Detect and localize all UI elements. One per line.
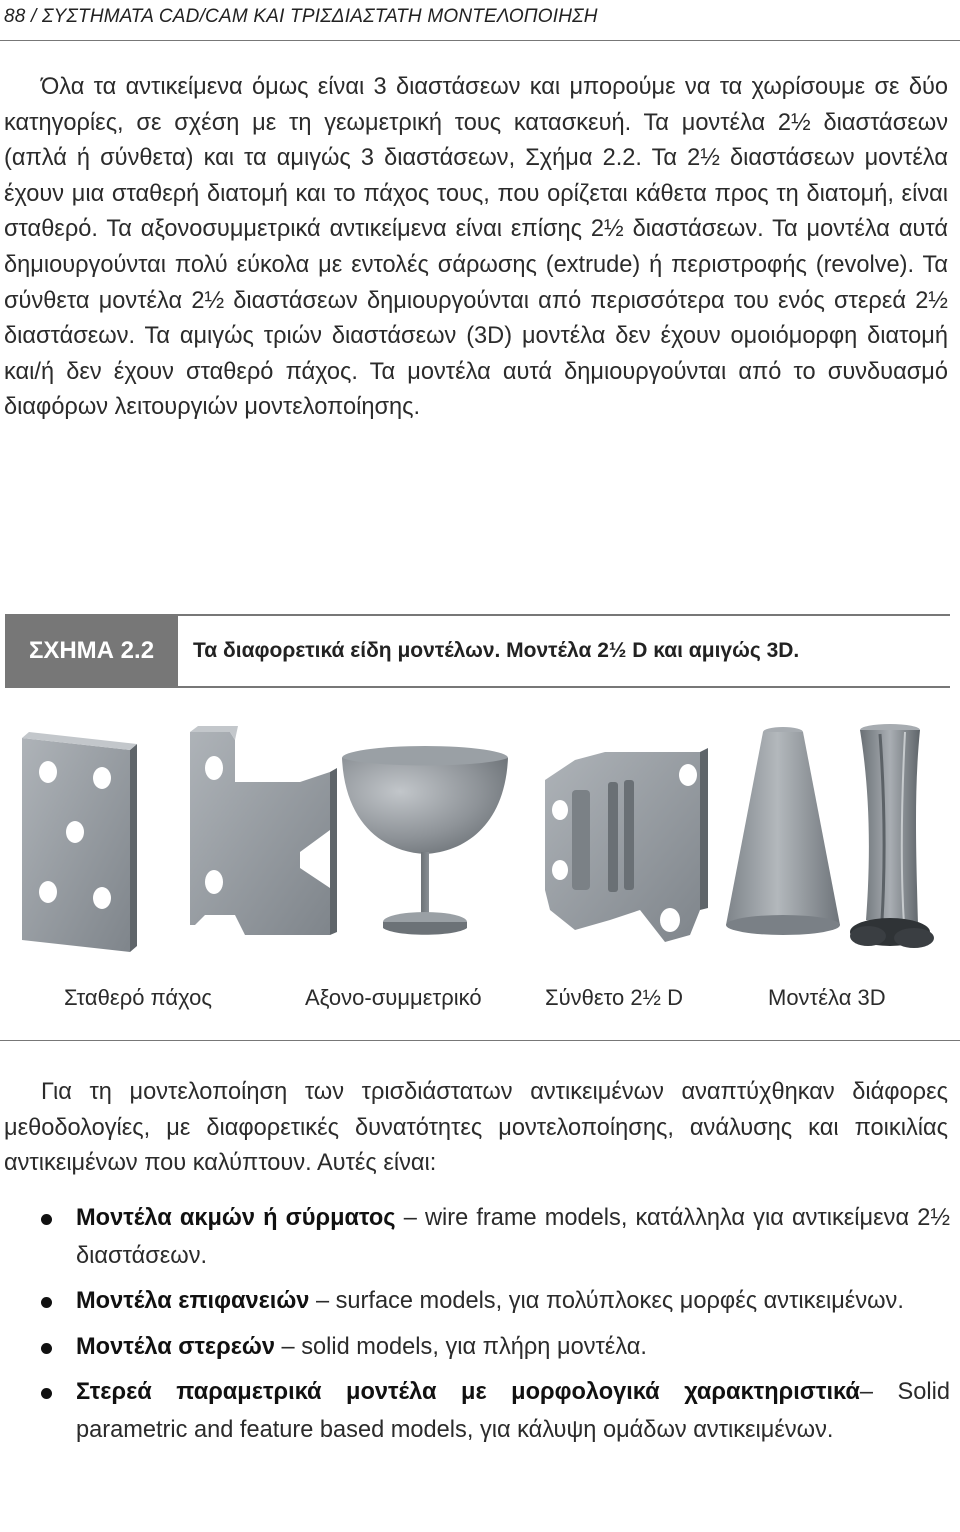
list-item-description: – surface models, για πολύπλοκες μορφές αντικειμένων. (309, 1288, 904, 1314)
bullet-icon (41, 1297, 52, 1308)
list-item-term: Μοντέλα επιφανειών (76, 1288, 310, 1314)
intro-paragraph-text: Όλα τα αντικείμενα όμως είναι 3 διαστάσεων και μπορούμε να τα χωρίσουμε σε δύο κατηγορίες, σε σχέση με τη γεωμετρική τους κατασκευή. Τα μοντέλα 2½ διαστάσεων (απλά ή σύνθετα) και τα αμιγώς 3 διαστάσεων, Σχήμα 2.2. Τα 2½ διαστάσεων μοντέλα έχουν μια σταθερή διατομή και το πάχος τους, που ορίζεται κάθετα προς τη διατομή, είναι σταθερό. Τα αξονοσυμμετρικά αντικείμενα είναι επίσης 2½ διαστάσεων. Τα μοντέλα αυτά δημιουργούνται πολύ εύκολα με εντολές σάρωσης (extrude) ή περιστροφής (revolve). Τα σύνθετα μοντέλα 2½ διαστάσεων δημιουργούνται από περισσότερα του ενός στερεά 2½ διαστάσεων. Τα αμιγώς τριών διαστάσεων (3D) μοντέλα δεν έχουν ομοιόμορφη διατομή και/ή δεν έχουν σταθερό πάχος. Τα μοντέλα αυτά δημιουργούνται από το συνδυασμό διαφόρων λειτουργιών μοντελοποίησης. (4, 74, 948, 421)
plate-model-icon (22, 732, 137, 952)
bullet-icon (41, 1214, 52, 1225)
cone-model-icon (726, 727, 840, 935)
figure-item-captions (0, 985, 960, 1015)
list-item (0, 1329, 950, 1367)
caption-composite: Σύνθετο 2½ D (545, 985, 683, 1010)
second-paragraph (4, 1075, 948, 1182)
list-item-description: – Solid parametric and feature based models, για κάλυψη ομάδων αντικειμένων. (76, 1379, 950, 1443)
running-header: 88 / ΣΥΣΤΗΜΑΤΑ CAD/CAM ΚΑΙ ΤΡΙΣΔΙΑΣΤΑΤΗ ΜΟΝΤΕΛΟΠΟΙΗΣΗ (4, 6, 598, 27)
figure-caption-frame (178, 614, 950, 688)
second-paragraph-text: Για τη μοντελοποίηση των τρισδιάστατων αντικειμένων αναπτύχθηκαν διάφορες μεθοδολογίες, με διαφορετικές δυνατότητες μοντελοποίησης, ανάλυσης και ποικιλίας αντικειμένων που καλύπτουν. Αυτές είναι: (4, 1079, 948, 1177)
list-item-term: Μοντέλα στερεών (76, 1333, 275, 1360)
bullet-icon (41, 1388, 52, 1399)
goblet-model-icon (342, 746, 508, 935)
caption-constant-thickness: Σταθερό πάχος (64, 985, 212, 1010)
header-rule (0, 40, 960, 41)
list-item (0, 1200, 950, 1275)
twisted-model-icon (850, 724, 934, 948)
list-item (0, 1374, 950, 1449)
figure-models (0, 720, 960, 960)
figure-caption: Τα διαφορετικά είδη μοντέλων. Μοντέλα 2½ D και αμιγώς 3D. (193, 639, 800, 662)
caption-axisymmetric: Αξονο-συμμετρικό (305, 985, 482, 1010)
figure-bottom-rule (0, 1040, 960, 1041)
figure-caption-bar (5, 614, 950, 688)
list-item (0, 1283, 950, 1321)
composite-model-icon (545, 748, 708, 942)
bullet-icon (41, 1343, 52, 1354)
list-item-description: – solid models, για πλήρη μοντέλα. (274, 1333, 647, 1360)
caption-3d-models: Μοντέλα 3D (768, 985, 886, 1010)
list-item-description: – wire frame models, κατάλληλα για αντικείμενα 2½ διαστάσεων. (76, 1205, 951, 1269)
figure-label: ΣΧΗΜΑ 2.2 (5, 614, 178, 688)
intro-paragraph (4, 70, 948, 426)
figure-illustration (0, 720, 960, 960)
list-item-term: Στερεά παραμετρικά μοντέλα με μορφολογικά χαρακτηριστικά (76, 1379, 860, 1405)
list-item-term: Μοντέλα ακμών ή σύρματος (76, 1205, 396, 1231)
methods-list (0, 1200, 950, 1457)
bracket-model-icon (190, 726, 337, 935)
